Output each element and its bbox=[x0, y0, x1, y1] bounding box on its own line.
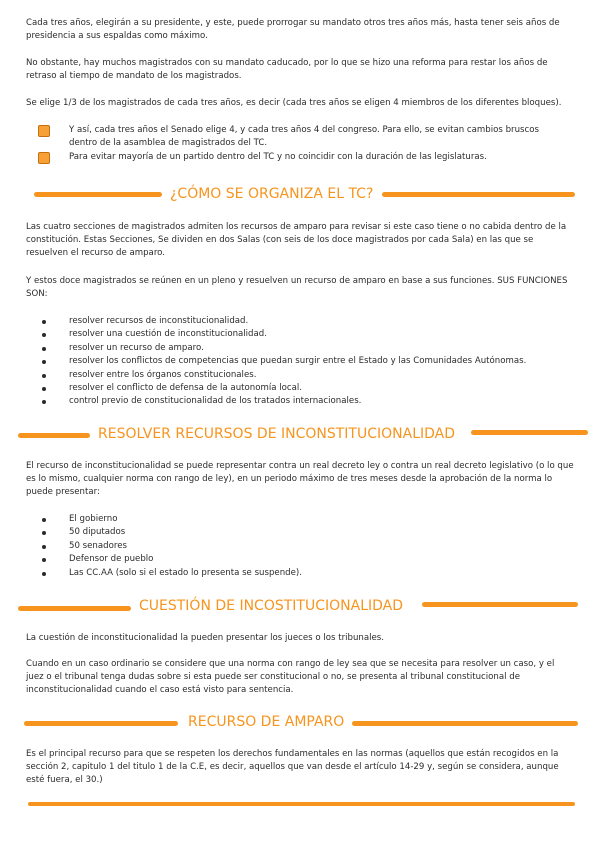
heading-bar-left bbox=[24, 721, 178, 726]
heading-bar-left bbox=[18, 606, 131, 611]
section-title: ¿CÓMO SE ORGANIZA EL TC? bbox=[170, 186, 374, 202]
section-heading-organiza bbox=[0, 184, 600, 204]
list-item: resolver el conflicto de defensa de la autonomía local. bbox=[38, 382, 558, 395]
section3-paragraph-1: La cuestión de inconstitucionalidad la pueden presentar los jueces o los tribunales. bbox=[26, 633, 384, 643]
intro-paragraph-2: No obstante, hay muchos magistrados con su mandato caducado, por lo que se hizo una reforma para restar los años de retraso al tiempo de mandato de los magistrados. bbox=[26, 58, 548, 81]
bullet-icon bbox=[42, 572, 46, 576]
heading-bar-right bbox=[382, 192, 575, 197]
section-heading-cuestion bbox=[0, 596, 600, 616]
list-item: Las CC.AA (solo si el estado lo presenta se suspende). bbox=[38, 567, 558, 580]
bullet-icon bbox=[42, 531, 46, 535]
heading-bar-right bbox=[352, 721, 578, 726]
heading-bar-right bbox=[471, 430, 588, 435]
section-title: RESOLVER RECURSOS DE INCONSTITUCIONALIDAD bbox=[98, 426, 456, 442]
list-item: resolver un recurso de amparo. bbox=[38, 342, 558, 355]
bullet-icon bbox=[42, 558, 46, 562]
bullet-icon bbox=[42, 347, 46, 351]
section-title: CUESTIÓN DE INCOSTITUCIONALIDAD bbox=[139, 598, 404, 614]
heading-bar-left bbox=[18, 433, 90, 438]
list-item: El gobierno bbox=[38, 513, 558, 526]
section2-paragraph-1: El recurso de inconstitucionalidad se puede representar contra un real decreto ley o contra un real decreto legislativo (o lo que es lo mismo, cualquier norma con rango de ley), en un periodo máximo de tres meses desde la aprobación de la norma lo puede presentar: bbox=[26, 461, 574, 497]
list-item: Defensor de pueblo bbox=[38, 553, 558, 566]
heading-bar-left bbox=[34, 192, 162, 197]
section-heading-amparo bbox=[0, 712, 600, 732]
section-title: RECURSO DE AMPARO bbox=[188, 714, 345, 730]
checkbox-item-text: Para evitar mayoría de un partido dentro del TC y no coincidir con la duración de las legislaturas. bbox=[69, 152, 487, 162]
intro-paragraph-1: Cada tres años, elegirán a su presidente, y este, puede prorrogar su mandato otros tres años más, hasta tener seis años de presidencia a sus espaldas como máximo. bbox=[26, 18, 560, 41]
list-item: resolver una cuestión de inconstitucionalidad. bbox=[38, 328, 558, 341]
checkbox-item-text: Y así, cada tres años el Senado elige 4, y cada tres años 4 del congreso. Para ello, se evitan cambios bruscos dentro de la asamblea de magistrados del TC. bbox=[69, 125, 539, 148]
bullet-icon bbox=[42, 320, 46, 324]
footer-divider bbox=[28, 802, 575, 806]
list-item: resolver entre los órganos constitucionales. bbox=[38, 369, 558, 382]
section-heading-recursos bbox=[0, 424, 600, 444]
bullet-icon bbox=[42, 360, 46, 364]
list-item: control previo de constitucionalidad de los tratados internacionales. bbox=[38, 395, 558, 408]
list-item: 50 senadores bbox=[38, 540, 558, 553]
list-item: resolver los conflictos de competencias que puedan surgir entre el Estado y las Comunidades Autónomas. bbox=[38, 355, 558, 368]
section1-paragraph-2: Y estos doce magistrados se reúnen en un pleno y resuelven un recurso de amparo en base a sus funciones. SUS FUNCIONES SON: bbox=[26, 276, 568, 299]
checkbox-icon bbox=[38, 152, 50, 164]
list-item: 50 diputados bbox=[38, 526, 558, 539]
section3-paragraph-2: Cuando en un caso ordinario se considere que una norma con rango de ley sea que se necesita para resolver un caso, y el juez o el tribunal tenga dudas sobre si esta puede ser constitucional o no, se presenta al tribunal constitucional de inconstitucionalidad cuando el caso está visto para sentencia. bbox=[26, 659, 555, 695]
bullet-icon bbox=[42, 400, 46, 404]
section1-paragraph-1: Las cuatro secciones de magistrados admiten los recursos de amparo para revisar si este caso tiene o no cabida dentro de la constitución. Estas Secciones, Se dividen en dos Salas (con seis de los doce magistrados por cada Sala) en las que se resuelven el recurso de amparo. bbox=[26, 222, 567, 258]
section4-paragraph-1: Es el principal recurso para que se respeten los derechos fundamentales en las normas (aquellos que están recogidos en la sección 2, capitulo 1 del titulo 1 de la C.E, es decir, aquellos que van desde el artículo 14-29 y, según se considera, aunque esté fuera, el 30.) bbox=[26, 749, 559, 785]
presenters-list bbox=[38, 513, 558, 580]
list-item: resolver recursos de inconstitucionalidad. bbox=[38, 315, 558, 328]
bullet-icon bbox=[42, 545, 46, 549]
bullet-icon bbox=[42, 518, 46, 522]
heading-bar-right bbox=[422, 602, 578, 607]
bullet-icon bbox=[42, 374, 46, 378]
functions-list bbox=[38, 315, 558, 409]
checkbox-icon bbox=[38, 125, 50, 137]
bullet-icon bbox=[42, 333, 46, 337]
bullet-icon bbox=[42, 387, 46, 391]
intro-paragraph-3: Se elige 1/3 de los magistrados de cada tres años, es decir (cada tres años se eligen 4 miembros de los diferentes bloques). bbox=[26, 98, 562, 108]
